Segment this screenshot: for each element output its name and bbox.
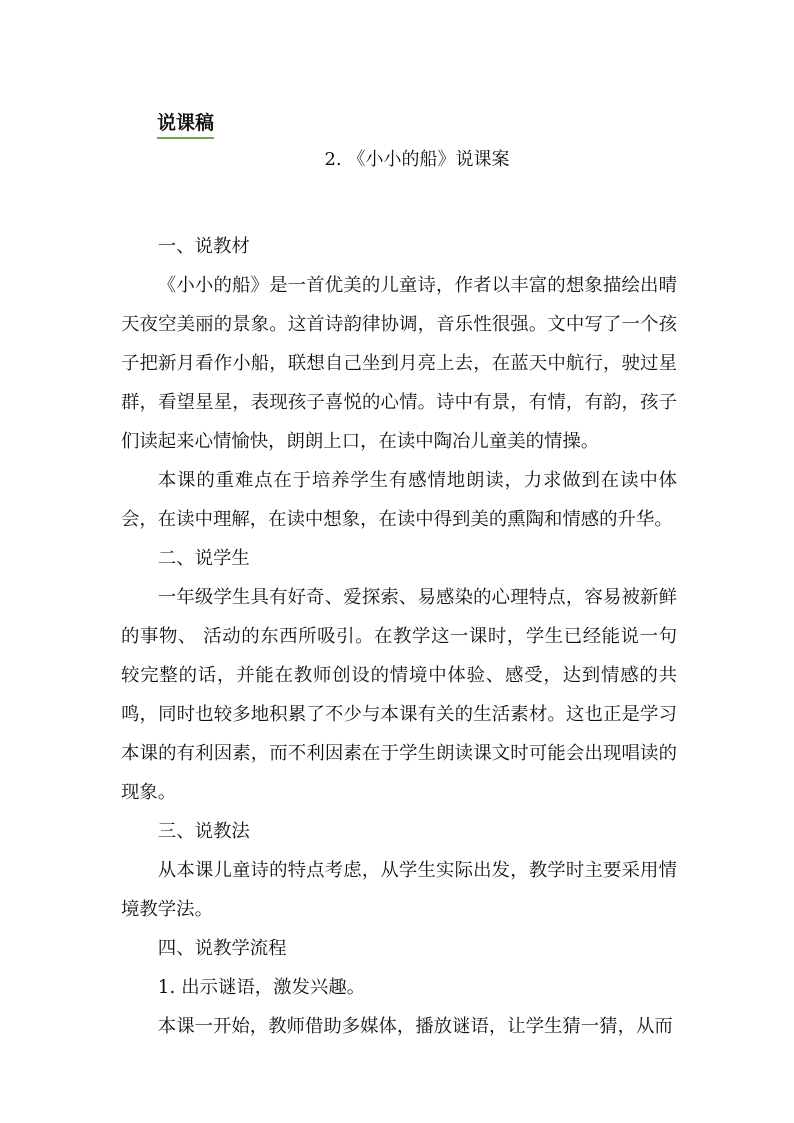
section-heading-students: 二、说学生 <box>157 548 250 569</box>
section-heading-textbook: 一、说教材 <box>157 236 250 257</box>
paragraph-process-step-1: 本课一开始，教师借助多媒体，播放谜语，让学生猜一猜，从而 <box>157 1016 673 1037</box>
paragraph-key-points: 本课的重难点在于培养学生有感情地朗读，力求做到在读中体会，在读中理解，在读中想象，在读中得到美的熏陶和情感的升华。 <box>121 470 677 530</box>
document-type-label: 说课稿 <box>157 110 214 139</box>
paragraph-students: 一年级学生具有好奇、爱探索、易感染的心理特点，容易被新鲜的事物、 活动的东西所吸引。在教学这一课时，学生已经能说一句较完整的话，并能在教师创设的情境中体验、感受，达到情感的共鸣，同时也较多地积累了不少与本课有关的生活素材。这也正是学习本课的有利因素，而不利因素在于学生朗读课文时可能会出现唱读的现象。 <box>121 587 677 803</box>
process-step-1: 1. 出示谜语，激发兴趣。 <box>157 977 366 998</box>
paragraph-textbook-intro: 《小小的船》是一首优美的儿童诗，作者以丰富的想象描绘出晴天夜空美丽的景象。这首诗韵律协调，音乐性很强。文中写了一个孩子把新月看作小船，联想自己坐到月亮上去，在蓝天中航行，驶过星群，看望星星，表现孩子喜悦的心情。诗中有景，有情，有韵，孩子们读起来心情愉快，朗朗上口，在读中陶冶儿童美的情操。 <box>121 275 677 452</box>
section-heading-process: 四、说教学流程 <box>157 938 287 959</box>
document-body <box>121 227 677 1046</box>
section-heading-method: 三、说教法 <box>157 821 250 842</box>
page-title: 2. 《小小的船》说课案 <box>324 149 510 170</box>
paragraph-method: 从本课儿童诗的特点考虑，从学生实际出发，教学时主要采用情境教学法。 <box>121 860 677 920</box>
